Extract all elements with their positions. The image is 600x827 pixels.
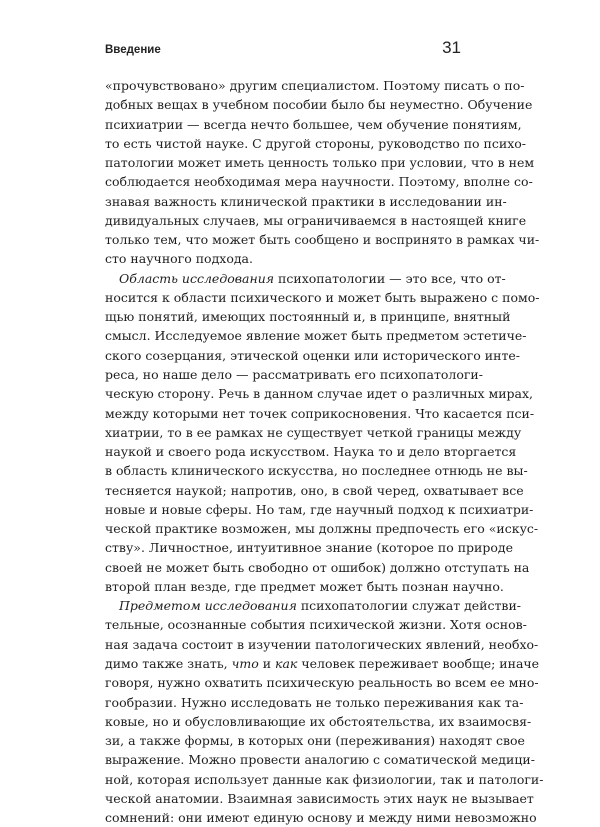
text-run: ная задача состоит в изучении патологических явлений, необхо- (105, 636, 539, 652)
text-line (105, 654, 540, 673)
text-line (105, 615, 527, 634)
text-run: говоря, нужно охватить психическую реальность во всем ее мно- (105, 675, 539, 691)
text-run: психопатологии служат действи- (296, 598, 522, 614)
text-line (105, 326, 527, 345)
text-line (105, 211, 527, 230)
text-run: знавая важность клинической практики в исследовании ин- (105, 193, 507, 209)
text-line (105, 384, 534, 403)
text-line (105, 712, 532, 731)
text-run: патологии может иметь ценность только при условии, что в нем (105, 155, 535, 171)
text-run: ческую сторону. Речь в данном случае идет о различных мирах, (105, 386, 534, 402)
text-line (105, 134, 527, 153)
text-line (105, 153, 535, 172)
text-line (105, 288, 540, 307)
text-line (105, 481, 524, 500)
text-run: тесняется наукой; напротив, оно, в свой черед, охватывает все (105, 482, 524, 498)
text-run: ского созерцания, этической оценки или исторического инте- (105, 347, 521, 363)
italic-term: что (231, 655, 259, 671)
italic-term: Область исследования (119, 270, 275, 286)
text-run: ческой анатомии. Взаимная зависимость этих наук не вызывает (105, 790, 534, 806)
text-run: выражение. Можно провести аналогию с соматической медици- (105, 752, 535, 768)
page-number: 31 (442, 38, 461, 57)
text-line (105, 249, 461, 268)
text-line (105, 307, 511, 326)
text-line (105, 558, 530, 577)
text-line (105, 770, 544, 789)
text-run: своей не может быть свободно от ошибок) должно отступать на (105, 559, 530, 575)
italic-term: Предметом исследования (119, 598, 297, 614)
text-line (105, 76, 525, 95)
text-line (105, 596, 522, 615)
text-line (105, 115, 522, 134)
text-run: смысл. Исследуемое явление может быть предметом эстетиче- (105, 328, 527, 344)
text-line (105, 538, 513, 557)
text-line (105, 789, 534, 808)
text-run: то есть чистой науке. С другой стороны, руководство по психо- (105, 135, 527, 151)
text-line (105, 693, 524, 712)
text-run: в область клинического искусства, но последнее отнюдь не вы- (105, 463, 528, 479)
text-line (105, 95, 533, 114)
text-line (105, 461, 528, 480)
text-line (105, 230, 540, 249)
text-line (105, 269, 506, 288)
text-line (105, 577, 504, 596)
text-line (105, 673, 539, 692)
body-text (105, 76, 544, 827)
text-line (105, 172, 533, 191)
text-run: между которыми нет точек соприкосновения. Что касается пси- (105, 405, 535, 421)
text-line (105, 750, 535, 769)
text-run: ческой практике возможен, мы должны предпочесть его «искус- (105, 521, 539, 537)
text-run: психопатологии — это все, что от- (274, 270, 506, 286)
text-run: психиатрии — всегда нечто большее, чем обучение понятиям, (105, 116, 522, 132)
text-line (105, 346, 521, 365)
text-line (105, 635, 539, 654)
text-run: тельные, осознанные события психической жизни. Хотя основ- (105, 617, 527, 633)
text-run: ству». Личностное, интуитивное знание (которое по природе (105, 540, 513, 556)
text-run: гообразии. Нужно исследовать не только переживания как та- (105, 694, 524, 710)
text-run: человек переживает вообще; иначе (297, 655, 540, 671)
text-run: новые и новые сферы. Но там, где научный подход к психиатри- (105, 501, 534, 517)
text-line (105, 808, 537, 827)
text-run: щью понятий, имеющих постоянный и, в принципе, внятный (105, 309, 511, 325)
text-run: наукой и своего рода искусством. Наука то и дело вторгается (105, 444, 517, 460)
text-run: димо также знать, (105, 655, 232, 671)
text-run: добных вещах в учебном пособии было бы неуместно. Обучение (105, 97, 533, 113)
text-run: реса, но наше дело — рассматривать его психопатологи- (105, 366, 483, 382)
text-run: зи, а также формы, в которых они (переживания) находят свое (105, 733, 525, 749)
text-run: сто научного подхода. (105, 251, 253, 267)
text-line (105, 365, 483, 384)
text-run: сомнений: они имеют единую основу и между ними невозможно (105, 810, 537, 826)
text-run: дивидуальных случаев, мы ограничиваемся в настоящей книге (105, 212, 527, 228)
text-line (105, 519, 539, 538)
text-line (105, 500, 534, 519)
text-line (105, 423, 522, 442)
text-run: носится к области психического и может быть выражено с помо- (105, 289, 540, 305)
text-line (105, 192, 507, 211)
text-run: второй план везде, где предмет может быть познан научно. (105, 578, 504, 594)
italic-term: как (275, 655, 298, 671)
text-run: ной, которая использует данные как физиологии, так и патологи- (105, 771, 544, 787)
running-header-title: Введение (105, 44, 161, 56)
text-run: «прочувствовано» другим специалистом. Поэтому писать о по- (105, 78, 525, 93)
text-line (105, 442, 517, 461)
text-run: только тем, что может быть сообщено и воспринято в рамках чи- (105, 232, 540, 248)
text-run: хиатрии, то в ее рамках не существует четкой границы между (105, 424, 522, 440)
text-line (105, 404, 535, 423)
text-run: ковые, но и обусловливающие их обстоятельства, их взаимосвя- (105, 713, 532, 729)
text-run: соблюдается необходимая мера научности. Поэтому, вполне со- (105, 174, 533, 190)
text-line (105, 731, 525, 750)
text-run: и (258, 655, 276, 671)
